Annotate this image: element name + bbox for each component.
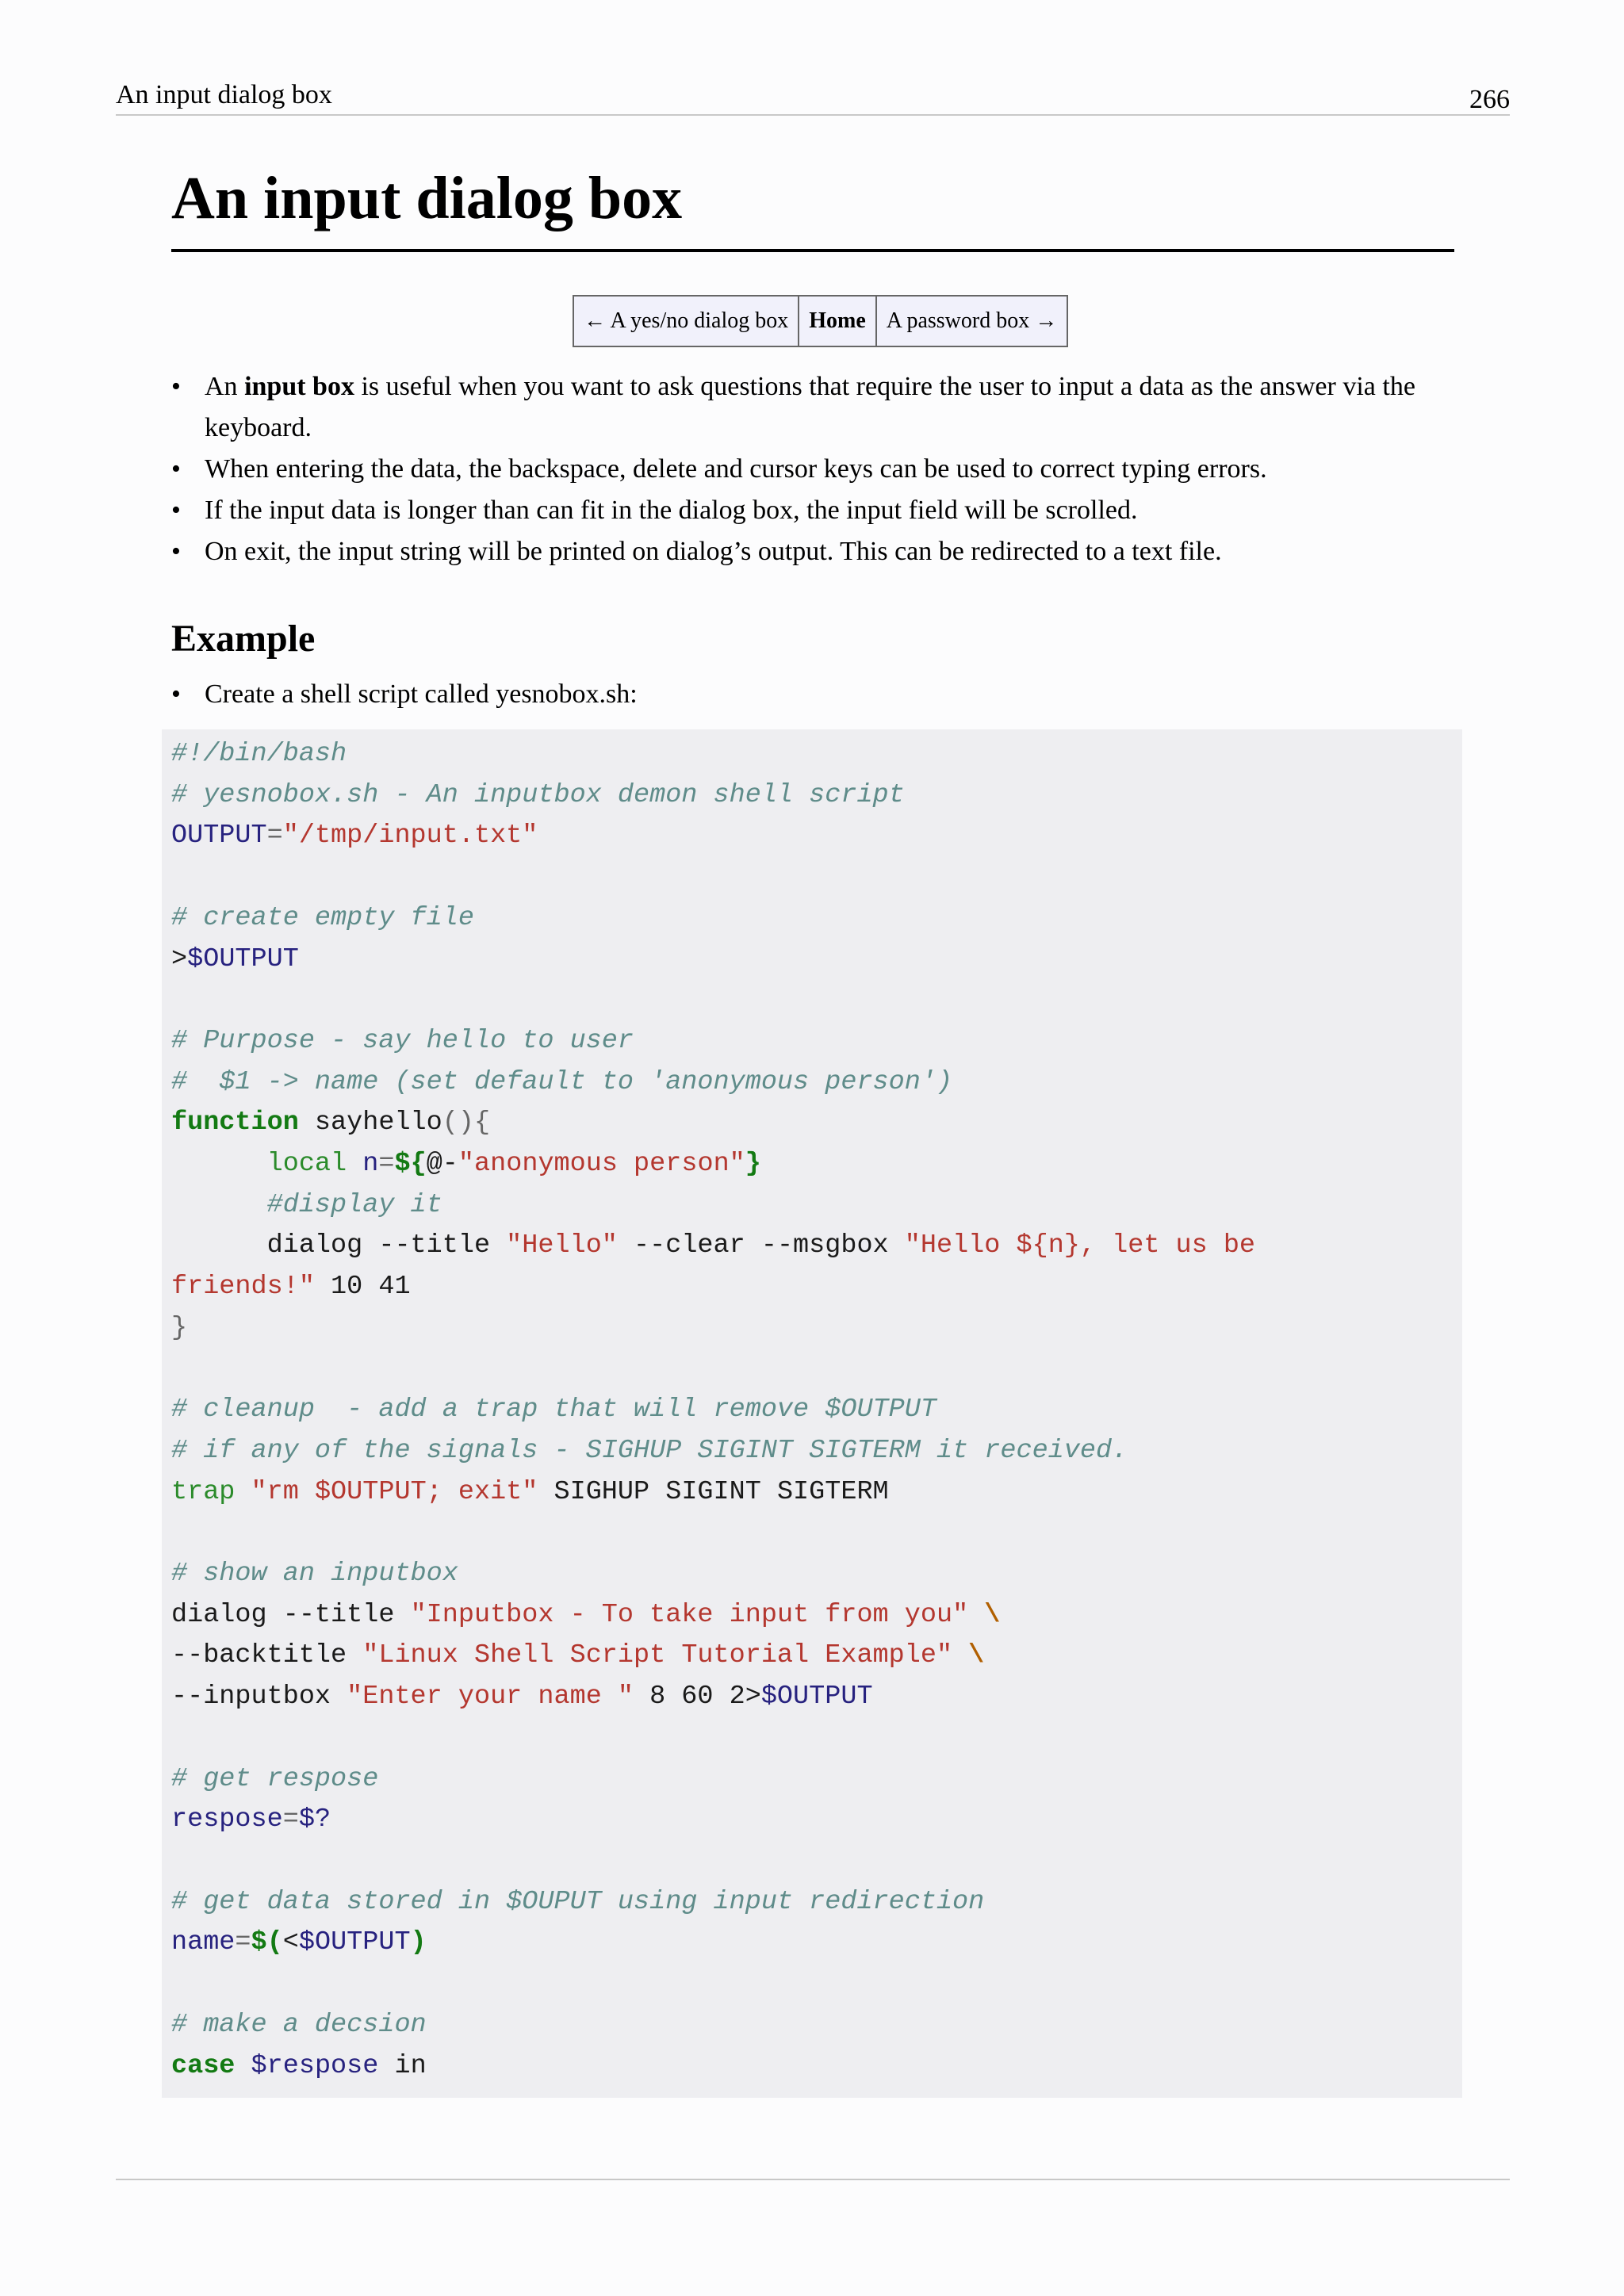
code-string: "Hello" — [506, 1230, 618, 1261]
code-function-name: sayhello — [298, 1108, 442, 1138]
code-operator: } — [171, 1312, 188, 1343]
section-heading-example: Example — [171, 618, 316, 660]
code-text — [235, 1477, 251, 1507]
code-text: 8 60 2> — [634, 1682, 761, 1712]
code-string: "Enter your name " — [347, 1682, 634, 1712]
list-item: • On exit, the input string will be printed on dialog’s output. This can be redirected to a text file. — [171, 531, 1456, 572]
code-escape: \ — [952, 1640, 985, 1671]
navigation-box — [573, 295, 1068, 347]
nav-home-link[interactable]: Home — [799, 297, 877, 346]
list-item — [171, 366, 1456, 449]
code-comment: # if any of the signals - SIGHUP SIGINT SIGTERM it received. — [171, 1435, 1128, 1466]
code-comment: #display it — [266, 1189, 442, 1220]
code-builtin: local — [266, 1149, 347, 1180]
code-text: --backtitle — [171, 1640, 363, 1671]
code-comment: # get data stored in $OUPUT using input redirection — [171, 1886, 985, 1917]
code-operator: = — [266, 821, 283, 851]
code-keyword: $( — [251, 1927, 283, 1958]
code-comment: # show an inputbox — [171, 1559, 458, 1590]
code-operator: > — [171, 943, 188, 974]
code-string: "/tmp/input.txt" — [282, 821, 538, 851]
code-text: dialog --title — [171, 1230, 507, 1261]
page-number: 266 — [1469, 85, 1510, 114]
code-comment: # Purpose - say hello to user — [171, 1025, 634, 1056]
code-comment: # cleanup - add a trap that will remove $OUTPUT — [171, 1395, 936, 1425]
intro-list — [171, 366, 1456, 572]
list-item: • If the input data is longer than can fit in the dialog box, the input field will be scrolled. — [171, 490, 1456, 531]
running-header — [116, 76, 1510, 116]
code-operator: = — [235, 1927, 251, 1958]
list-item: • Create a shell script called yesnobox.sh: — [171, 674, 1456, 715]
code-comment: # create empty file — [171, 902, 474, 933]
code-comment: # $1 -> name (set default to 'anonymous person') — [171, 1066, 953, 1097]
code-string: "anonymous person" — [458, 1149, 745, 1180]
code-text: dialog --title — [171, 1599, 411, 1630]
list-item-text: is useful when you want to ask questions that require the user to input a data as the answer via the keyboard. — [205, 372, 1415, 442]
code-string: "rm $OUTPUT; exit" — [251, 1476, 538, 1507]
list-item: • When entering the data, the backspace, delete and cursor keys can be used to correct typing errors. — [171, 449, 1456, 490]
code-listing — [171, 734, 1255, 2087]
code-variable: $? — [298, 1804, 331, 1835]
code-operator: = — [378, 1149, 395, 1180]
page-title: An input dialog box — [171, 159, 1454, 252]
code-variable: $OUTPUT — [298, 1927, 411, 1958]
code-string: "Linux Shell Script Tutorial Example" — [362, 1640, 953, 1671]
code-text: --clear --msgbox — [617, 1230, 905, 1261]
code-string: "Inputbox - To take input from you" — [410, 1599, 969, 1630]
code-comment: #!/bin/bash — [171, 739, 347, 769]
running-header-title: An input dialog box — [116, 80, 332, 109]
list-item-text: An — [205, 372, 245, 401]
code-variable: $respose — [235, 2050, 379, 2081]
code-operator: @- — [426, 1149, 458, 1180]
code-operator: = — [282, 1804, 299, 1835]
code-comment: # get respose — [171, 1763, 379, 1794]
code-text: SIGHUP SIGINT SIGTERM — [538, 1476, 889, 1507]
code-variable: name — [171, 1927, 236, 1958]
code-block — [162, 729, 1462, 2098]
footer-rule — [116, 2179, 1510, 2180]
code-variable: respose — [171, 1804, 283, 1835]
code-keyword: ${ — [394, 1149, 427, 1180]
code-variable: n — [347, 1149, 379, 1180]
code-indent — [171, 1149, 267, 1179]
code-escape: \ — [968, 1599, 1001, 1630]
code-variable: OUTPUT — [171, 821, 267, 851]
code-keyword: function — [171, 1108, 299, 1138]
code-string: "Hello ${n}, let us be — [904, 1230, 1256, 1261]
nav-prev-link[interactable]: ← A yes/no dialog box — [574, 297, 799, 346]
code-indent — [171, 1190, 267, 1220]
code-comment: # make a decsion — [171, 2009, 427, 2040]
code-text: in — [378, 2050, 427, 2081]
code-keyword: } — [745, 1149, 761, 1180]
code-variable: $OUTPUT — [760, 1682, 873, 1712]
code-variable: $OUTPUT — [187, 943, 299, 974]
code-comment: # yesnobox.sh - An inputbox demon shell script — [171, 779, 905, 810]
example-list — [171, 674, 1456, 715]
code-keyword: case — [171, 2050, 236, 2081]
code-text: --inputbox — [171, 1682, 347, 1712]
code-operator: (){ — [442, 1108, 491, 1138]
code-builtin: trap — [171, 1476, 236, 1507]
code-operator: < — [282, 1927, 299, 1958]
code-keyword: ) — [410, 1927, 427, 1958]
list-item-bold-term: input box — [244, 372, 354, 401]
nav-next-link[interactable]: A password box → — [886, 308, 1058, 333]
code-text: 10 41 — [314, 1272, 411, 1303]
code-string: friends!" — [171, 1272, 315, 1303]
